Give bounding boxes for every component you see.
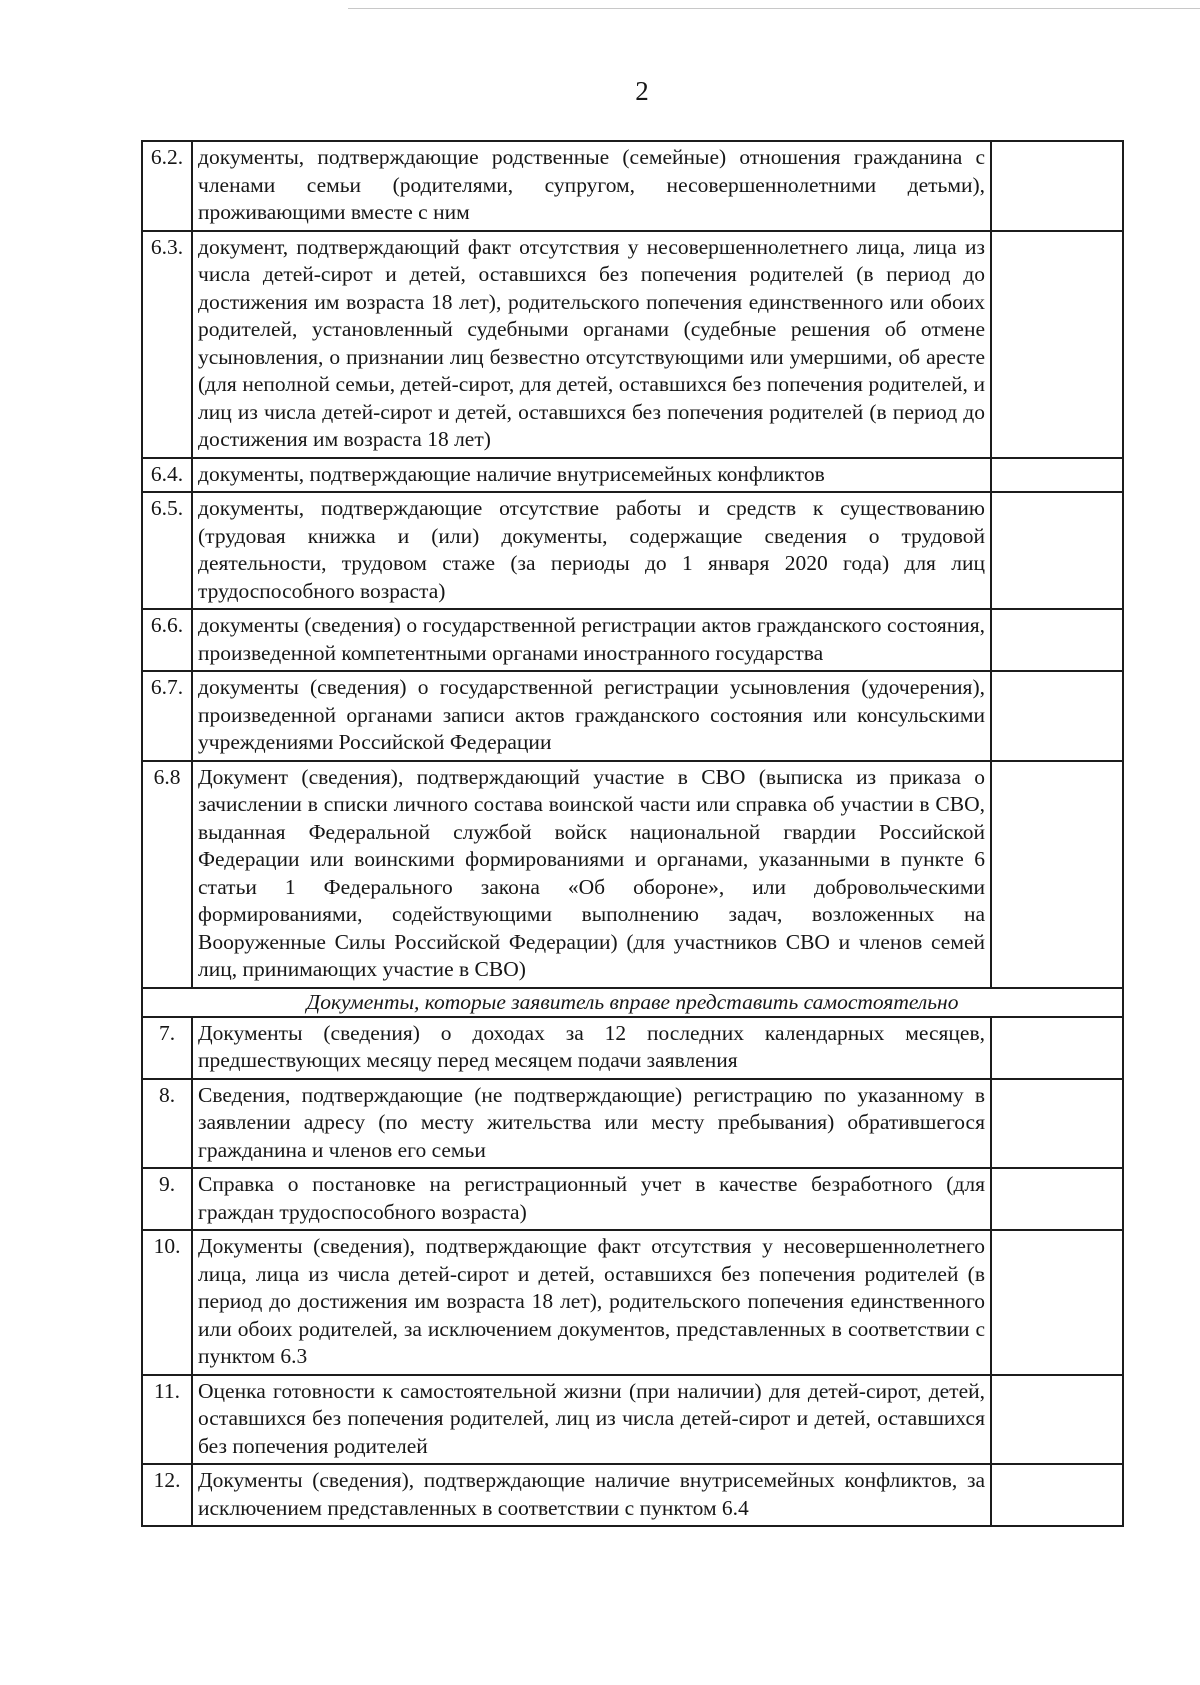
row-text: Документы (сведения), подтверждающие факт отсутствия у несовершеннолетнего лица, лица из числа детей-сирот и детей, оставшихся без попечения родителей (в период до достижения им возраста 18 лет), родительского попечения единственного или обоих родителей, за исключением документов, представленных в соответствии с пунктом 6.3: [192, 1230, 991, 1375]
row-empty-cell: [991, 231, 1123, 458]
table-row: [142, 761, 1123, 988]
row-number: 11.: [142, 1375, 192, 1465]
row-empty-cell: [991, 492, 1123, 609]
row-number: 6.8: [142, 761, 192, 988]
row-text: документы, подтверждающие родственные (семейные) отношения гражданина с членами семьи (родителями, супругом, несовершеннолетними детьми), проживающими вместе с ним: [192, 141, 991, 231]
row-number: 6.2.: [142, 141, 192, 231]
row-number: 9.: [142, 1168, 192, 1230]
table-row: [142, 492, 1123, 609]
section-heading: Документы, которые заявитель вправе представить самостоятельно: [142, 988, 1123, 1017]
row-text: Документы (сведения) о доходах за 12 последних календарных месяцев, предшествующих месяцу перед месяцем подачи заявления: [192, 1017, 991, 1079]
row-number: 6.3.: [142, 231, 192, 458]
row-text: Документ (сведения), подтверждающий участие в СВО (выписка из приказа о зачислении в списки личного состава воинской части или справка об участии в СВО, выданная Федеральной службой войск национальной гвардии Российской Федерации или воинскими формированиями и органами, указанными в пункте 6 статьи 1 Федерального закона «Об обороне», или добровольческими формированиями, содействующими выполнению задач, возложенных на Вооруженные Силы Российской Федерации) (для участников СВО и членов семей лиц, принимающих участие в СВО): [192, 761, 991, 988]
table-row: [142, 231, 1123, 458]
row-number: 10.: [142, 1230, 192, 1375]
row-empty-cell: [991, 671, 1123, 761]
row-empty-cell: [991, 458, 1123, 493]
row-text: Сведения, подтверждающие (не подтверждающие) регистрацию по указанному в заявлении адресу (по месту жительства или месту пребывания) обратившегося гражданина и членов его семьи: [192, 1079, 991, 1169]
row-text: Справка о постановке на регистрационный учет в качестве безработного (для граждан трудоспособного возраста): [192, 1168, 991, 1230]
row-text: документы (сведения) о государственной регистрации усыновления (удочерения), произведенной органами записи актов гражданского состояния или консульскими учреждениями Российской Федерации: [192, 671, 991, 761]
row-number: 12.: [142, 1464, 192, 1526]
row-number: 8.: [142, 1079, 192, 1169]
row-text: документ, подтверждающий факт отсутствия у несовершеннолетнего лица, лица из числа детей-сирот и детей, оставшихся без попечения родителей (в период до достижения им возраста 18 лет), родительского попечения единственного или обоих родителей, установленный судебными органами (судебные решения об отмене усыновления, о признании лиц безвестно отсутствующими или умершими, об аресте (для неполной семьи, детей-сирот, для детей, оставшихся без попечения родителей, и лиц из числа детей-сирот и детей, оставшихся без попечения родителей (в период до достижения им возраста 18 лет): [192, 231, 991, 458]
table-row: [142, 1230, 1123, 1375]
row-number: 6.6.: [142, 609, 192, 671]
top-edge-line: [348, 8, 1200, 9]
row-text: Оценка готовности к самостоятельной жизни (при наличии) для детей-сирот, детей, оставшихся без попечения родителей, лиц из числа детей-сирот и детей, оставшихся без попечения родителей: [192, 1375, 991, 1465]
row-empty-cell: [991, 1168, 1123, 1230]
documents-table: [141, 140, 1124, 1527]
table-row: [142, 141, 1123, 231]
table-row: [142, 458, 1123, 493]
row-empty-cell: [991, 1230, 1123, 1375]
row-empty-cell: [991, 609, 1123, 671]
row-number: 7.: [142, 1017, 192, 1079]
row-empty-cell: [991, 1375, 1123, 1465]
row-text: документы (сведения) о государственной регистрации актов гражданского состояния, произведенной компетентными органами иностранного государства: [192, 609, 991, 671]
page-number: 2: [635, 76, 649, 106]
row-empty-cell: [991, 1017, 1123, 1079]
row-text: документы, подтверждающие наличие внутрисемейных конфликтов: [192, 458, 991, 493]
table-row: [142, 1017, 1123, 1079]
table-row: [142, 1168, 1123, 1230]
table-row: [142, 1079, 1123, 1169]
row-empty-cell: [991, 1079, 1123, 1169]
row-number: 6.4.: [142, 458, 192, 493]
row-text: Документы (сведения), подтверждающие наличие внутрисемейных конфликтов, за исключением представленных в соответствии с пунктом 6.4: [192, 1464, 991, 1526]
row-text: документы, подтверждающие отсутствие работы и средств к существованию (трудовая книжка и (или) документы, содержащие сведения о трудовой деятельности, трудовом стаже (за периоды до 1 января 2020 года) для лиц трудоспособного возраста): [192, 492, 991, 609]
table-row: [142, 1375, 1123, 1465]
row-number: 6.5.: [142, 492, 192, 609]
row-empty-cell: [991, 1464, 1123, 1526]
table-row: [142, 671, 1123, 761]
table-row: [142, 1464, 1123, 1526]
row-empty-cell: [991, 761, 1123, 988]
section-heading-row: [142, 988, 1123, 1017]
table-row: [142, 609, 1123, 671]
row-empty-cell: [991, 141, 1123, 231]
row-number: 6.7.: [142, 671, 192, 761]
